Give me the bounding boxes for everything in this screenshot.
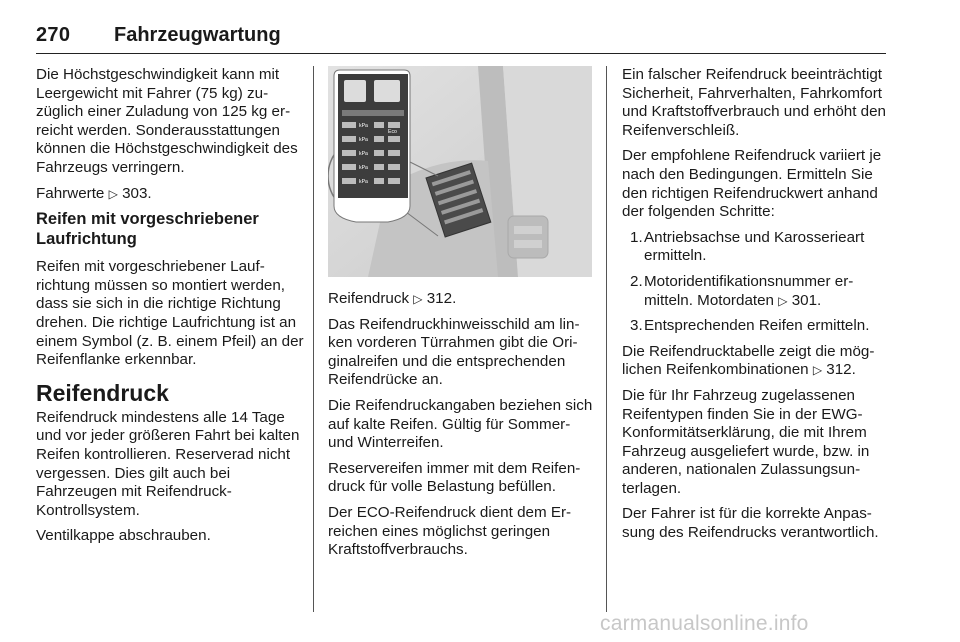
paragraph-fahrwerte: Fahrwerte ▷ 303. <box>36 184 152 202</box>
page-header <box>36 24 886 54</box>
paragraph-table: Die Reifendrucktabelle zeigt die möglichen Reifenkombinationen ▷ 312. <box>622 342 875 379</box>
label-unit-2: kPa <box>359 137 368 143</box>
paragraph-cold-tires: Die Reifendruckangaben beziehen sich auf kalte Reifen. Gültig für Sommer- und Winterreifen. <box>328 396 593 452</box>
paragraph-wrong-pressure: Ein falscher Reifendruck beeinträchtigt Sicherheit, Fahrverhalten, Fahrkomfort und Kraftstoffverbrauch und erhöht den Reifenverschleiß. <box>622 66 886 139</box>
paragraph-driver-responsibility: Der Fahrer ist für die korrekte Anpassung des Reifendrucks verantwortlich. <box>622 505 879 542</box>
paragraph-max-speed: Die Höchstgeschwindigkeit kann mit Leergewicht mit Fahrer (75 kg) zuzüglich einer Zuladung von 125 kg erreicht werden. Sonderausstattungen können die Höchstgeschwindigkeit des Fahrzeugs verringern. <box>36 66 298 176</box>
paragraph-valve-cap: Ventilkappe abschrauben. <box>36 527 211 545</box>
column-divider-left <box>313 66 314 612</box>
tire-pressure-label-figure <box>328 66 592 277</box>
triangle-reference-icon: ▷ <box>812 363 823 378</box>
heading-reifendruck: Reifendruck <box>36 379 169 406</box>
label-unit-5: kPa <box>359 179 368 185</box>
paragraph-laufrichtung: Reifen mit vorgeschriebener Laufrichtung müssen so montiert werden, dass sie sich in die richtige Richtung drehen. Die richtige Laufrichtung ist an einem Symbol (z. B. einem Pfeil) an der Reifenflanke erkennbar. <box>36 258 304 369</box>
page-reference-link[interactable]: 312. <box>426 290 457 307</box>
column-divider-right <box>606 66 607 612</box>
label-eco: Eco <box>388 129 397 135</box>
heading-laufrichtung: Reifen mit vorgeschriebener Laufrichtung <box>36 210 259 248</box>
page-reference-link[interactable]: 312. <box>826 361 856 379</box>
paragraph-check-pressure: Reifendruck mindestens alle 14 Tage und vor jeder größeren Fahrt bei kalten Reifen kontrollieren. Reserverad nicht vergessen. Dies gilt auch bei Fahrzeugen mit Reifendruck-Kontrollsystem. <box>36 408 300 519</box>
page-number: 270 <box>36 24 71 46</box>
page-title: Fahrzeugwartung <box>114 24 281 46</box>
label-unit-1: kPa <box>359 123 368 129</box>
paragraph-reifendruck-ref: Reifendruck ▷ 312. <box>328 290 457 307</box>
column-right <box>622 66 888 550</box>
paragraph-spare-tire: Reservereifen immer mit dem Reifendruck für volle Belastung befüllen. <box>328 459 581 496</box>
list-item: 3. Entsprechenden Reifen ermitteln. <box>630 317 870 335</box>
page-reference-link[interactable]: 303. <box>122 184 152 202</box>
label-unit-3: kPa <box>359 151 368 157</box>
paragraph-approved-tires: Die für Ihr Fahrzeug zugelassenen Reifentypen finden Sie in der EWG-Konformitätserklärung, die mit Ihrem Fahrzeug ausgeliefert wurde, bzw. in anderen, nationalen Zulassungsunterlagen. <box>622 386 870 497</box>
list-item: 1. Antriebsachse und Karosserieart ermitteln. <box>630 228 865 265</box>
watermark: carmanualsonline.info <box>600 612 809 635</box>
page-reference-link[interactable]: 301. <box>791 291 822 309</box>
steps-list <box>622 229 888 336</box>
label-unit-4: kPa <box>359 165 368 171</box>
door-frame-illustration <box>328 66 592 277</box>
paragraph-label-location: Das Reifendruckhinweisschild am linken vorderen Türrahmen gibt die Originalreifen und die entsprechenden Reifendrücke an. <box>328 315 580 389</box>
list-item: 2. Motoridentifikationsnummer ermitteln. Motordaten ▷ 301. <box>630 272 854 309</box>
triangle-reference-icon: ▷ <box>108 186 118 201</box>
paragraph-eco-pressure: Der ECO-Reifendruck dient dem Erreichen eines möglichst geringen Kraftstoffverbrauchs. <box>328 503 572 559</box>
triangle-reference-icon: ▷ <box>413 292 423 306</box>
column-left <box>36 66 304 553</box>
column-middle <box>328 290 594 567</box>
paragraph-recommended: Der empfohlene Reifendruck variiert je nach den Bedingungen. Ermitteln Sie den richtigen Reifendruckwert anhand der folgenden Schritte: <box>622 147 882 221</box>
triangle-reference-icon: ▷ <box>778 293 788 308</box>
